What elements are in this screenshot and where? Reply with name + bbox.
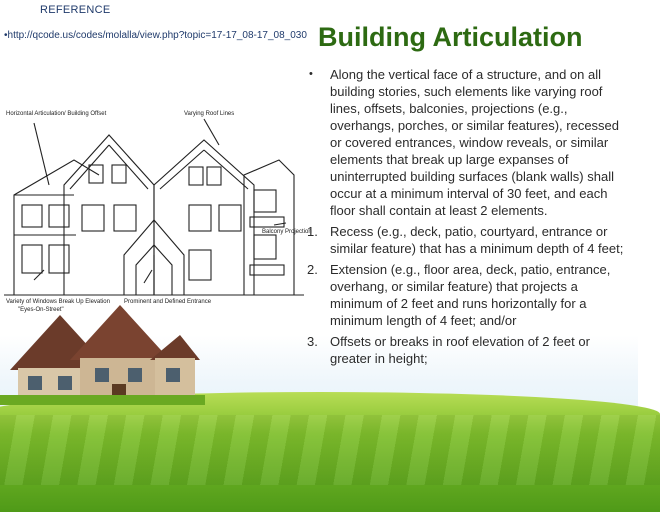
list-text: Extension (e.g., floor area, deck, patio, entrance, overhang, or similar feature) that projects a minimum of 2 feet and runs horizontally for a minimum length of 4 feet; and/or [330,262,611,328]
list-number: 2. [307,262,318,277]
building-sketch [4,105,312,320]
label-prominent-entrance: Prominent and Defined Entrance [124,299,212,305]
label-eyes-on-street: "Eyes-On-Street" [18,307,64,313]
house-photo [0,300,205,405]
list-text: Recess (e.g., deck, patio, courtyard, entrance or similar feature) that has a minimum depth of 4 feet; [330,224,624,256]
list-item [303,333,633,367]
list-item [303,261,633,329]
label-varying-roof-lines: Varying Roof Lines [184,111,235,117]
grass-texture [0,415,660,485]
list-number: 1. [307,224,318,239]
label-balcony-projection: Balcony Projection [262,229,312,235]
bullet-item [303,66,633,219]
reference-label: REFERENCE [40,4,111,16]
list-item [303,223,633,257]
list-text: Offsets or breaks in roof elevation of 2 feet or greater in height; [330,334,590,366]
slide-title: Building Articulation [318,22,583,52]
bullet-marker: • [309,68,313,80]
body-text [303,66,633,371]
reference-link[interactable]: •http://qcode.us/codes/molalla/view.php?topic=17-17_08-17_08_030 [4,30,307,41]
label-variety-of-windows: Variety of Windows Break Up Elevation [6,299,110,305]
list-number: 3. [307,334,318,349]
label-horizontal-articulation: Horizontal Articulation/ Building Offset [6,111,107,117]
bullet-text: Along the vertical face of a structure, and on all building stories, such elements like varying roof lines, offsets, balconies, projections (e.g., overhangs, porches, or similar features), recessed or covered entrances, window reveals, or similar elements that break up large expanses of uninterrupted building surfaces (blank walls) shall occur at a minimum interval of 30 feet, and each floor shall contain at least 2 elements. [330,67,620,218]
